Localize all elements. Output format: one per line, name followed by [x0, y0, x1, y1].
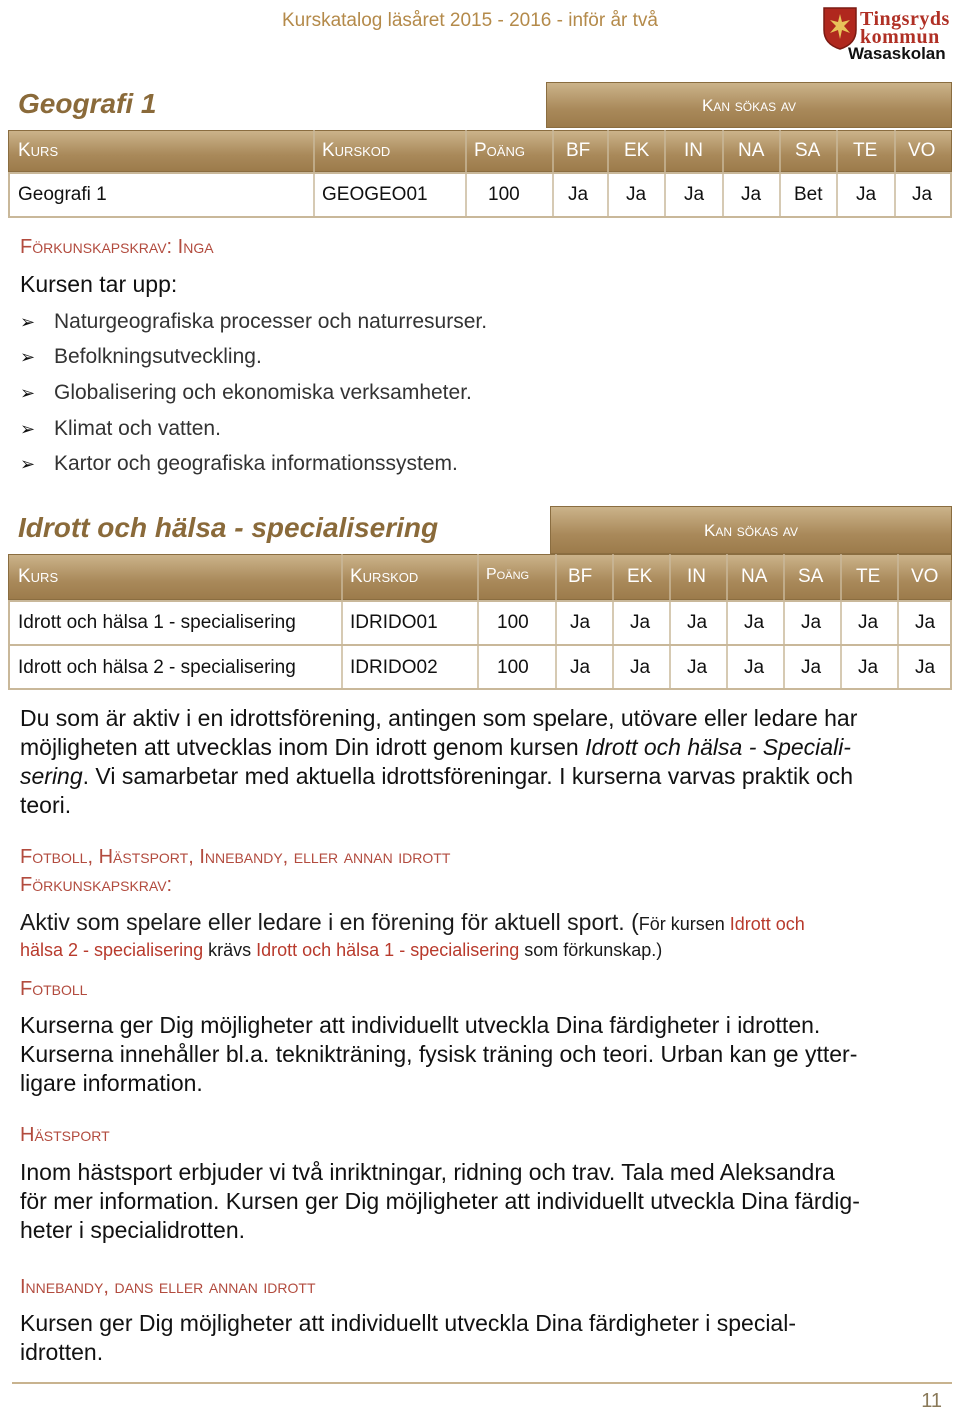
cell-kurskod: IDRIDO01 — [350, 612, 438, 633]
col-vo: VO — [908, 140, 936, 161]
col-bf: BF — [568, 566, 593, 587]
cell-sa: Ja — [801, 612, 822, 633]
cell-kurs: Idrott och hälsa 2 - specialisering — [18, 657, 296, 678]
logo-line-3: Wasaskolan — [848, 44, 946, 63]
catalog-title: Kurskatalog läsåret 2015 - 2016 - inför år två — [282, 10, 658, 31]
col-ek: EK — [624, 140, 650, 161]
cell-vo: Ja — [915, 612, 936, 633]
cell-bf: Ja — [570, 612, 591, 633]
col-in: IN — [687, 566, 706, 587]
geografi-intro: Kursen tar upp: — [20, 271, 178, 297]
cell-poang: 100 — [488, 184, 520, 205]
cell-kurskod: IDRIDO02 — [350, 657, 438, 678]
hastsport-heading: Hästsport — [20, 1124, 110, 1146]
col-vo: VO — [911, 566, 939, 587]
cell-sa: Bet — [794, 184, 823, 205]
fotboll-heading: Fotboll — [20, 978, 88, 1000]
innebandy-text: Kursen ger Dig möjligheter att individuellt utveckla Dina färdigheter i special- idrotten. — [20, 1310, 796, 1365]
col-ek: EK — [627, 566, 653, 587]
fotboll-text: Kurserna ger Dig möjligheter att individuellt utveckla Dina färdigheter i idrotten. Kurserna innehåller bl.a. teknikträning, fysisk träning och teori. Urban kan ge ytter- ligare information. — [20, 1012, 858, 1096]
col-poang: Poäng — [486, 566, 530, 583]
sports-heading: Fotboll, Hästsport, Innebandy, eller annan idrott — [20, 846, 451, 868]
cell-ek: Ja — [626, 184, 647, 205]
cell-bf: Ja — [570, 657, 591, 678]
geografi-kan-sokas-label: Kan sökas av — [702, 96, 796, 115]
col-kurs: Kurs — [18, 566, 59, 587]
cell-bf: Ja — [568, 184, 589, 205]
arrow-bullet-icon: ➢ — [20, 347, 36, 367]
col-bf: BF — [566, 140, 591, 161]
desc-line: sering. Vi samarbetar med aktuella idrottsföreningar. I kurserna varvas praktik och — [20, 763, 854, 789]
logo-line-2: kommun — [860, 26, 940, 48]
logo-line-1: Tingsryds — [860, 8, 950, 30]
hastsport-text: Inom hästsport erbjuder vi två inriktningar, ridning och trav. Tala med Aleksandra för mer information. Kursen ger Dig möjligheter att individuellt utveckla Dina färdig- heter i specialidrotten. — [20, 1159, 860, 1243]
footer-divider — [12, 1382, 952, 1384]
idrott-kan-sokas-label: Kan sökas av — [704, 521, 798, 540]
geografi-title: Geografi 1 — [18, 88, 157, 119]
cell-te: Ja — [858, 612, 879, 633]
cell-ek: Ja — [630, 657, 651, 678]
geografi-kan-sokas-band — [546, 82, 952, 128]
cell-sa: Ja — [801, 657, 822, 678]
col-te: TE — [856, 566, 881, 587]
cell-poang: 100 — [497, 612, 529, 633]
cell-na: Ja — [741, 184, 762, 205]
course-name-italic: sering — [20, 763, 83, 789]
arrow-bullet-icon: ➢ — [20, 419, 36, 439]
cell-na: Ja — [744, 612, 765, 633]
arrow-bullet-icon: ➢ — [20, 312, 36, 332]
col-sa: SA — [798, 566, 824, 587]
cell-poang: 100 — [497, 657, 529, 678]
cell-vo: Ja — [915, 657, 936, 678]
cell-kurs: Geografi 1 — [18, 184, 107, 205]
idrott-prereq-block: Aktiv som spelare eller ledare i en förening för aktuell sport. (För kursen Idrott och hälsa 2 - specialisering krävs Idrott och hälsa 1 - specialisering som förkunskap.) — [20, 909, 805, 960]
desc-line: teori. — [20, 792, 72, 818]
desc-line: möjligheten att utvecklas inom Din idrott genom kursen Idrott och hälsa - Speciali- — [20, 734, 851, 760]
cell-vo: Ja — [912, 184, 933, 205]
list-item: ➢ Kartor och geografiska informationssystem. — [20, 452, 458, 475]
list-item: ➢ Globalisering och ekonomiska verksamheter. — [20, 381, 472, 404]
cell-in: Ja — [687, 657, 708, 678]
col-kurskod: Kurskod — [322, 140, 391, 161]
course-name-italic: Idrott och hälsa - Speciali- — [585, 734, 851, 760]
desc-line: Du som är aktiv i en idrottsförening, antingen som spelare, utövare eller ledare har — [20, 705, 858, 731]
col-kurs: Kurs — [18, 140, 59, 161]
page-number: 11 — [921, 1390, 942, 1412]
col-te: TE — [853, 140, 878, 161]
municipality-logo — [822, 6, 954, 63]
innebandy-heading: Innebandy, dans eller annan idrott — [20, 1276, 316, 1298]
list-item: ➢ Naturgeografiska processer och naturresurser. — [20, 310, 488, 333]
col-kurskod: Kurskod — [350, 566, 419, 587]
cell-te: Ja — [858, 657, 879, 678]
idrott-title: Idrott och hälsa - specialisering — [18, 512, 439, 543]
idrott-kan-sokas-band — [550, 506, 952, 554]
arrow-bullet-icon: ➢ — [20, 383, 36, 403]
col-sa: SA — [795, 140, 821, 161]
col-na: NA — [741, 566, 768, 587]
col-in: IN — [684, 140, 703, 161]
col-na: NA — [738, 140, 765, 161]
cell-in: Ja — [687, 612, 708, 633]
cell-kurs: Idrott och hälsa 1 - specialisering — [18, 612, 296, 633]
list-item: ➢ Klimat och vatten. — [20, 417, 221, 440]
cell-te: Ja — [856, 184, 877, 205]
idrott-prereq-heading: Förkunskapskrav: — [20, 874, 173, 896]
list-item: ➢ Befolkningsutveckling. — [20, 345, 262, 368]
cell-ek: Ja — [630, 612, 651, 633]
cell-kurskod: GEOGEO01 — [322, 184, 428, 205]
cell-na: Ja — [744, 657, 765, 678]
idrott-description — [20, 704, 950, 820]
geografi-prereq: Förkunskapskrav: Inga — [20, 236, 214, 258]
col-poang: Poäng — [474, 140, 525, 161]
cell-in: Ja — [684, 184, 705, 205]
arrow-bullet-icon: ➢ — [20, 454, 36, 474]
